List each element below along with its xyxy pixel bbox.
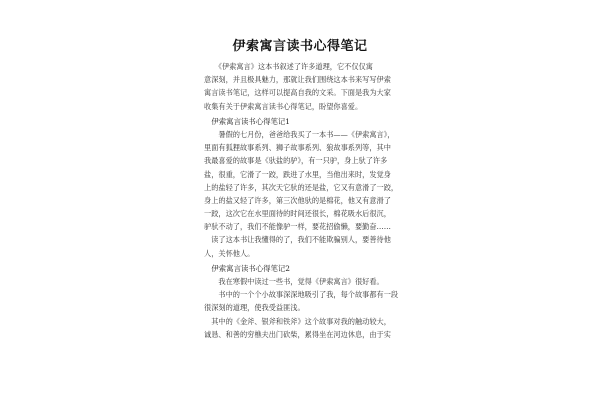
text-line: 很深刻的道理，使我受益匪浅。 xyxy=(204,303,305,313)
text-line: 意深刻，并且极具魅力，那就让我们围绕这本书来写写伊索 xyxy=(204,75,391,85)
text-line: 我在寒假中读过一些书，觉得《伊索寓言》很好看。 xyxy=(204,277,384,286)
document-body xyxy=(204,60,404,341)
text-line: 身上的盐又轻了许多，第三次他驮的是棉花，他又有意滑了 xyxy=(204,195,391,205)
text-line: 一跤，这次它在水里面待的时间还很长，棉花吸水后很沉， xyxy=(204,209,391,219)
text-line: 诚恳、和善的穷樵夫出门砍柴，累得坐在河边休息，由于实 xyxy=(204,329,391,339)
text-line: 人，关怀他人。 xyxy=(204,248,255,258)
text-line: 《伊索寓言》这本书叙述了许多道理，它不仅仅寓 xyxy=(204,62,373,71)
section-heading-1: 伊索寓言读书心得笔记1 xyxy=(204,116,291,126)
text-line: 收集有关于伊索寓言读书心得笔记，盼望你喜爱。 xyxy=(204,101,363,111)
text-line: 里面有狐狸故事系列、狮子故事系列、狼故事系列等，其中 xyxy=(204,143,391,153)
text-line: 我最喜爱的故事是《驮盐的驴》，有一只驴，身上驮了许多 xyxy=(204,156,388,166)
text-line: 读了这本书让我懂得的了，我们不能欺骗别人，要善待他 xyxy=(204,235,391,245)
text-line: 其中的《金斧、银斧和铁斧》这个故事对我的触动较大， xyxy=(204,316,391,326)
text-line: 驴驮不动了，我们不能像驴一样，要花招偷懒，要勤奋…… xyxy=(204,222,391,232)
text-line: 寓言读书笔记，这样可以提高自我的文采。下面是我为大家 xyxy=(204,88,391,98)
text-line: 书中的一个个小故事深深地吸引了我，每个故事都有一段 xyxy=(204,290,399,300)
text-line: 上的盐轻了许多，其次天它驮的还是盐，它又有意滑了一跤， xyxy=(204,182,399,192)
page-title: 伊索寓言读书心得笔记 xyxy=(232,39,368,54)
text-line: 盐，很重，它滑了一跤，跌进了水里，当他出来时，发觉身 xyxy=(204,169,391,179)
section-heading-2: 伊索寓言读书心得笔记2 xyxy=(204,263,291,273)
text-line: 暑假的七月份，爸爸给我买了一本书——《伊索寓言》， xyxy=(204,129,395,139)
